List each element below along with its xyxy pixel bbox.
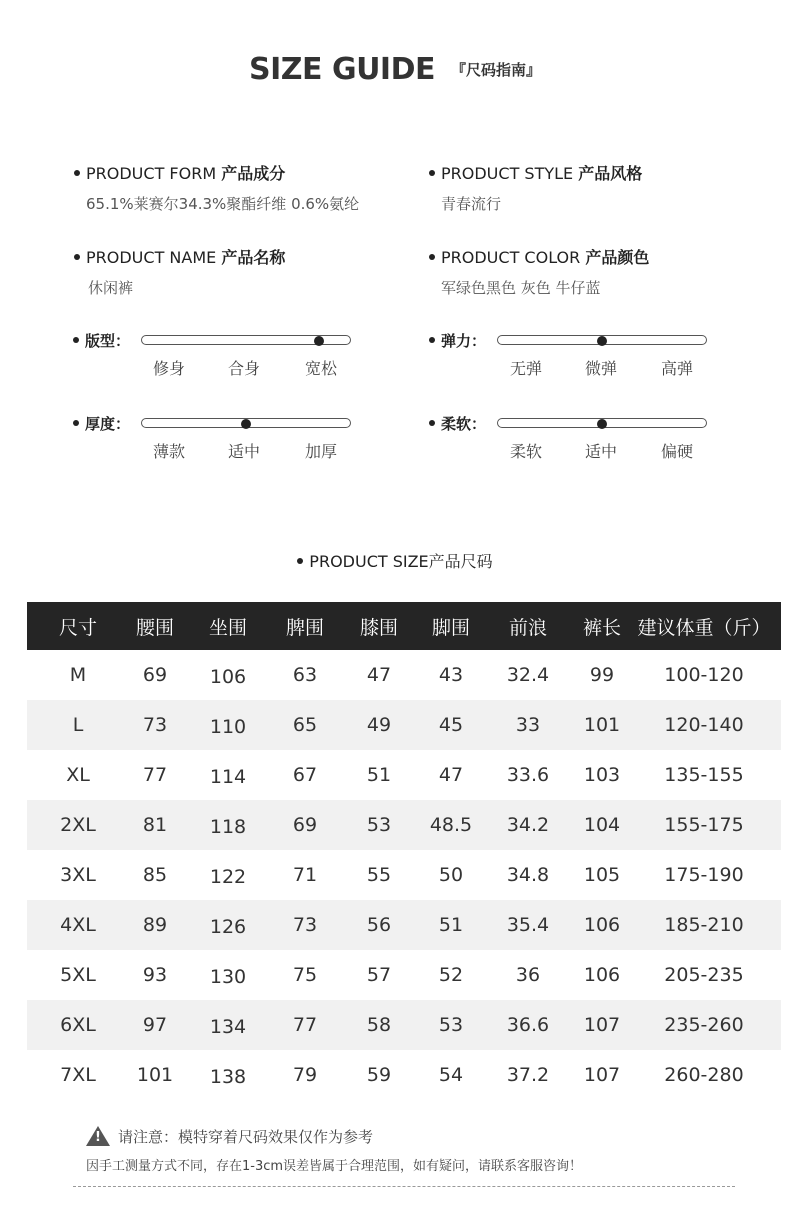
product-form-label-cn: 产品成分 [221,164,286,183]
size-table-header-cell: 脚围 [423,602,479,650]
table-cell: 79 [292,1064,318,1086]
table-cell: L [27,700,129,750]
bullet-icon [297,558,303,564]
page-title-block [0,52,790,87]
table-cell: 5XL [60,964,96,986]
table-cell: 89 [129,900,181,950]
table-cell: 57 [366,964,392,986]
table-row [27,950,781,1000]
table-cell: 73 [275,900,335,950]
size-table [27,602,781,1100]
dashed-divider [73,1186,735,1187]
table-cell: 130 [209,966,247,988]
softness-scale [429,413,719,463]
table-cell: 107 [577,1000,627,1050]
table-cell: 73 [129,700,181,750]
table-cell: 63 [292,664,318,686]
product-style-value: 青春流行 [441,195,502,213]
thickness-option-1: 薄款 [152,442,185,461]
table-cell: 65 [275,700,335,750]
table-cell: 106 [209,666,247,688]
table-cell: 35.4 [479,900,577,950]
fit-option-3: 宽松 [304,359,337,378]
softness-scale-label: 柔软： [441,415,487,433]
product-name-block [74,245,285,298]
table-cell: 106 [583,964,621,986]
product-style-block [429,161,642,214]
product-name-value: 休闲裤 [88,279,134,297]
table-cell: 2XL [27,800,129,850]
table-cell: 58 [335,1000,423,1050]
page-title: SIZE GUIDE [248,52,435,87]
table-cell: 4XL [27,900,129,950]
table-cell: 48.5 [423,800,479,850]
table-row [27,1000,781,1050]
table-cell: 100-120 [664,664,744,686]
table-cell: 235-260 [627,1000,781,1050]
table-cell: 99 [589,664,615,686]
table-cell: 93 [142,964,168,986]
bullet-icon [73,337,79,343]
product-form-block [74,161,359,214]
table-cell: 51 [423,900,479,950]
page-subtitle: 『尺码指南』 [451,61,542,79]
table-cell: 175-190 [664,864,744,886]
size-table-header-cell: 前浪 [479,602,577,650]
note-warning [86,1126,373,1148]
table-cell: 33.6 [506,764,550,786]
softness-scale-track [497,418,707,428]
table-cell: 49 [335,700,423,750]
bullet-icon [429,420,435,426]
table-cell: 47 [366,664,392,686]
table-cell: 3XL [60,864,96,886]
table-cell: 97 [129,1000,181,1050]
product-color-value: 军绿色黑色 灰色 牛仔蓝 [441,279,601,297]
table-cell: 54 [438,1064,464,1086]
elasticity-scale-track [497,335,707,345]
bullet-icon [74,170,80,176]
product-color-label-en: PRODUCT COLOR [441,248,581,267]
softness-option-2: 适中 [584,442,617,461]
product-style-label-cn: 产品风格 [578,164,643,183]
bullet-icon [429,254,435,260]
elasticity-option-2: 微弹 [584,359,617,378]
table-cell: 43 [438,664,464,686]
table-cell: 37.2 [506,1064,550,1086]
fit-scale-knob [314,336,324,346]
table-cell: 105 [583,864,621,886]
table-row [27,900,781,950]
table-cell: 155-175 [627,800,781,850]
softness-option-3: 偏硬 [660,442,693,461]
table-cell: 67 [292,764,318,786]
table-cell: 260-280 [664,1064,744,1086]
table-row [27,800,781,850]
table-cell: 205-235 [664,964,744,986]
table-cell: 52 [438,964,464,986]
product-form-label-en: PRODUCT FORM [86,164,217,183]
size-section-label-cn: 产品尺码 [428,552,493,571]
table-cell: 75 [292,964,318,986]
fit-scale-track [141,335,351,345]
table-cell: 135-155 [664,764,744,786]
table-row [27,750,781,800]
thickness-scale-knob [241,419,251,429]
table-row [27,850,781,900]
table-cell: 69 [275,800,335,850]
table-cell: 185-210 [627,900,781,950]
table-cell: 114 [209,766,247,788]
table-cell: 69 [142,664,168,686]
size-table-header-cell: 裤长 [577,602,627,650]
size-table-header-row [27,602,781,650]
size-section-label-en: PRODUCT SIZE [309,552,429,571]
table-cell: 138 [209,1066,247,1088]
fit-scale [73,330,363,380]
table-cell: 107 [583,1064,621,1086]
size-table-header-cell: 坐围 [181,602,275,650]
table-cell: 33 [479,700,577,750]
warning-icon [86,1126,110,1146]
size-table-header-cell: 脾围 [275,602,335,650]
product-style-label-en: PRODUCT STYLE [441,164,574,183]
size-table-header-cell: 建议体重（斤） [627,602,781,650]
table-cell: 118 [181,800,275,850]
table-cell: 32.4 [506,664,550,686]
table-cell: 104 [577,800,627,850]
thickness-option-3: 加厚 [304,442,337,461]
elasticity-option-3: 高弹 [660,359,693,378]
table-cell: 53 [335,800,423,850]
table-cell: 77 [142,764,168,786]
table-cell: 85 [142,864,168,886]
table-row [27,1050,781,1100]
thickness-scale-track [141,418,351,428]
table-cell: 53 [423,1000,479,1050]
fit-option-1: 修身 [152,359,185,378]
size-table-header-cell: 尺寸 [27,602,129,650]
table-cell: XL [66,764,90,786]
note-line-2: 因手工测量方式不同，存在1-3cm误差皆属于合理范围，如有疑问，请联系客服咨询！ [86,1159,583,1174]
elasticity-option-1: 无弹 [509,359,542,378]
product-name-label-en: PRODUCT NAME [86,248,217,267]
table-cell: 59 [366,1064,392,1086]
bullet-icon [429,170,435,176]
table-row [27,650,781,700]
elasticity-scale [429,330,719,380]
size-table-header-cell: 膝围 [335,602,423,650]
table-cell: 50 [438,864,464,886]
product-form-value: 65.1%莱赛尔34.3%聚酯纤维 0.6%氨纶 [86,195,360,213]
size-table-header-cell: 腰围 [129,602,181,650]
elasticity-scale-label: 弹力： [441,332,487,350]
size-section-heading [0,549,790,572]
fit-option-2: 合身 [227,359,260,378]
table-cell: 101 [577,700,627,750]
table-cell: 47 [438,764,464,786]
table-cell: 103 [583,764,621,786]
table-cell: 45 [423,700,479,750]
thickness-scale [73,413,363,463]
softness-option-1: 柔软 [509,442,542,461]
elasticity-scale-knob [597,336,607,346]
table-cell: 77 [275,1000,335,1050]
thickness-option-2: 适中 [227,442,260,461]
product-name-label-cn: 产品名称 [221,248,286,267]
table-cell: 101 [136,1064,174,1086]
table-cell: 7XL [60,1064,96,1086]
product-color-block [429,245,649,298]
table-cell: 6XL [27,1000,129,1050]
bullet-icon [73,420,79,426]
table-cell: 71 [292,864,318,886]
table-cell: 36 [515,964,541,986]
table-cell: 120-140 [627,700,781,750]
table-cell: 134 [181,1000,275,1050]
table-cell: 36.6 [479,1000,577,1050]
table-row [27,700,781,750]
bullet-icon [429,337,435,343]
product-color-label-cn: 产品颜色 [585,248,650,267]
table-cell: M [69,664,87,686]
note-line-1: 请注意：模特穿着尺码效果仅作为参考 [118,1128,374,1146]
table-cell: 110 [181,700,275,750]
table-cell: 51 [366,764,392,786]
table-cell: 34.2 [479,800,577,850]
table-cell: 122 [209,866,247,888]
table-cell: 106 [577,900,627,950]
thickness-scale-label: 厚度： [85,415,131,433]
bullet-icon [74,254,80,260]
table-cell: 55 [366,864,392,886]
softness-scale-knob [597,419,607,429]
table-cell: 56 [335,900,423,950]
fit-scale-label: 版型： [85,332,131,350]
table-cell: 126 [181,900,275,950]
table-cell: 81 [129,800,181,850]
table-cell: 34.8 [506,864,550,886]
